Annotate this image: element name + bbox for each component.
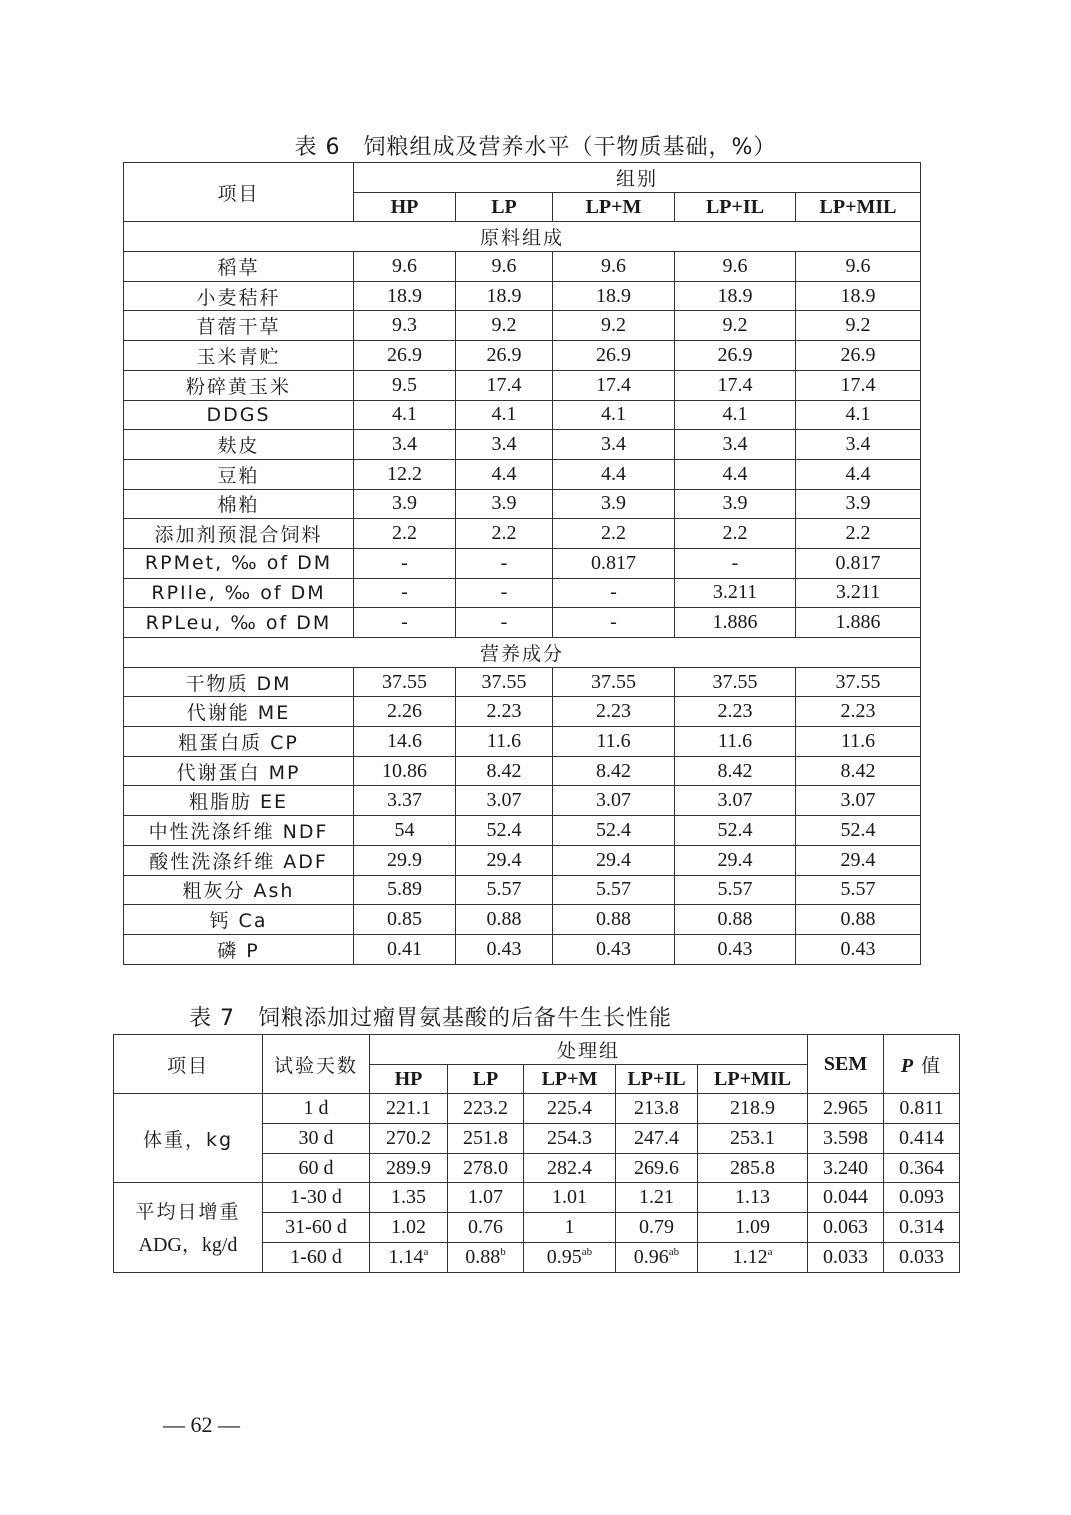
- value-cell: [698, 1242, 808, 1272]
- value-cell: 17.4: [796, 370, 921, 400]
- value-cell: 9.6: [675, 252, 796, 282]
- value-cell: 26.9: [675, 341, 796, 371]
- p-cell: 0.414: [884, 1124, 960, 1154]
- table-row: [124, 756, 921, 786]
- day-cell: 1 d: [263, 1094, 370, 1124]
- table-row: [124, 489, 921, 519]
- table-row: [124, 519, 921, 549]
- value-text: 0.95: [546, 1245, 582, 1268]
- t7-group-lpm: LP+M: [524, 1064, 616, 1094]
- value-cell: 26.9: [796, 341, 921, 371]
- t6-group-lpmil: LP+MIL: [796, 192, 921, 222]
- t6-nutrient-rows: [124, 667, 921, 964]
- value-cell: 5.89: [354, 875, 456, 905]
- table-row: [114, 1183, 960, 1213]
- row-label: 小麦秸秆: [124, 281, 354, 311]
- value-cell: 4.4: [675, 459, 796, 489]
- value-cell: 37.55: [796, 667, 921, 697]
- value-cell: 52.4: [456, 816, 553, 846]
- value-cell: 285.8: [698, 1153, 808, 1183]
- value-cell: 29.4: [456, 845, 553, 875]
- sem-cell: 3.598: [808, 1124, 884, 1154]
- t7-data-rows: [114, 1094, 960, 1272]
- table-row: [124, 934, 921, 964]
- row-label: 豆粕: [124, 459, 354, 489]
- t7-group-lp: LP: [448, 1064, 524, 1094]
- value-cell: 247.4: [616, 1124, 698, 1154]
- value-cell: 1.886: [675, 608, 796, 638]
- p-cell: 0.314: [884, 1213, 960, 1243]
- day-cell: 1-60 d: [263, 1242, 370, 1272]
- value-cell: 2.23: [675, 697, 796, 727]
- value-cell: 269.6: [616, 1153, 698, 1183]
- t7-group-lpil: LP+IL: [616, 1064, 698, 1094]
- value-cell: 9.2: [456, 311, 553, 341]
- table-row: [124, 786, 921, 816]
- value-cell: 1.35: [370, 1183, 448, 1213]
- value-cell: 52.4: [796, 816, 921, 846]
- t7-item-header: 项目: [114, 1035, 263, 1094]
- day-cell: 31-60 d: [263, 1213, 370, 1243]
- value-cell: 11.6: [796, 727, 921, 757]
- significance-letter: a: [767, 1245, 773, 1258]
- sem-cell: 0.063: [808, 1213, 884, 1243]
- value-cell: 3.9: [456, 489, 553, 519]
- row-label: 棉粕: [124, 489, 354, 519]
- value-cell: 17.4: [456, 370, 553, 400]
- value-cell: 29.4: [675, 845, 796, 875]
- row-label: 干物质 DM: [124, 667, 354, 697]
- t6-ingredient-rows: [124, 252, 921, 638]
- row-label: 粉碎黄玉米: [124, 370, 354, 400]
- value-cell: 0.85: [354, 905, 456, 935]
- t6-group-lp: LP: [456, 192, 553, 222]
- value-cell: 37.55: [675, 667, 796, 697]
- value-cell: -: [553, 578, 675, 608]
- value-cell: -: [456, 608, 553, 638]
- t7-treatment-header: 处理组: [370, 1035, 808, 1065]
- value-cell: 11.6: [456, 727, 553, 757]
- significance-letter: b: [500, 1245, 506, 1258]
- value-cell: 11.6: [675, 727, 796, 757]
- value-cell: 26.9: [354, 341, 456, 371]
- value-cell: 54: [354, 816, 456, 846]
- p-cell: 0.811: [884, 1094, 960, 1124]
- value-cell: [524, 1242, 616, 1272]
- table-row: [124, 459, 921, 489]
- value-cell: 0.43: [456, 934, 553, 964]
- p-cell: 0.364: [884, 1153, 960, 1183]
- value-cell: 3.211: [675, 578, 796, 608]
- row-label: 中性洗涤纤维 NDF: [124, 816, 354, 846]
- value-cell: 2.26: [354, 697, 456, 727]
- row-label: 代谢蛋白 MP: [124, 756, 354, 786]
- t7-sem-header: SEM: [808, 1035, 884, 1094]
- table-row: [124, 727, 921, 757]
- value-cell: 12.2: [354, 459, 456, 489]
- value-cell: 3.4: [675, 430, 796, 460]
- table-row: [124, 281, 921, 311]
- value-cell: 9.2: [675, 311, 796, 341]
- value-cell: 2.2: [675, 519, 796, 549]
- table-row: [124, 370, 921, 400]
- t7-days-header: 试验天数: [263, 1035, 370, 1094]
- value-cell: 4.1: [675, 400, 796, 430]
- table-row: [124, 548, 921, 578]
- value-cell: 0.88: [796, 905, 921, 935]
- row-label: 钙 Ca: [124, 905, 354, 935]
- value-cell: 9.6: [354, 252, 456, 282]
- value-cell: 4.1: [553, 400, 675, 430]
- value-cell: 37.55: [553, 667, 675, 697]
- value-cell: 0.43: [553, 934, 675, 964]
- growth-performance-table: [113, 1034, 960, 1273]
- p-cell: 0.093: [884, 1183, 960, 1213]
- value-cell: 218.9: [698, 1094, 808, 1124]
- value-cell: 253.1: [698, 1124, 808, 1154]
- value-cell: 3.4: [796, 430, 921, 460]
- value-cell: 18.9: [354, 281, 456, 311]
- sem-cell: 0.044: [808, 1183, 884, 1213]
- value-cell: 5.57: [553, 875, 675, 905]
- body-weight-label: 体重，kg: [114, 1094, 263, 1183]
- t7-group-lpmil: LP+MIL: [698, 1064, 808, 1094]
- value-cell: 18.9: [675, 281, 796, 311]
- value-cell: 2.2: [553, 519, 675, 549]
- value-text: 0.88: [465, 1245, 501, 1268]
- value-cell: 1.886: [796, 608, 921, 638]
- value-cell: 9.2: [553, 311, 675, 341]
- table-row: [114, 1094, 960, 1124]
- table6-caption: 表 6 饲粮组成及营养水平（干物质基础，%）: [294, 135, 777, 160]
- adg-label-line2: ADG，kg/d: [138, 1234, 238, 1257]
- value-cell: 17.4: [675, 370, 796, 400]
- table-row: [124, 252, 921, 282]
- table-row: [124, 400, 921, 430]
- value-cell: 9.6: [796, 252, 921, 282]
- value-cell: 14.6: [354, 727, 456, 757]
- table-row: [124, 875, 921, 905]
- value-cell: 0.43: [796, 934, 921, 964]
- value-cell: 223.2: [448, 1094, 524, 1124]
- row-label: 稻草: [124, 252, 354, 282]
- value-cell: -: [553, 608, 675, 638]
- value-cell: 0.817: [796, 548, 921, 578]
- row-label: 酸性洗涤纤维 ADF: [124, 845, 354, 875]
- value-cell: 0.88: [456, 905, 553, 935]
- value-cell: 0.88: [553, 905, 675, 935]
- value-cell: 2.2: [796, 519, 921, 549]
- value-cell: 1.01: [524, 1183, 616, 1213]
- value-cell: 1.21: [616, 1183, 698, 1213]
- value-cell: 37.55: [354, 667, 456, 697]
- table-row: [124, 608, 921, 638]
- sem-cell: 0.033: [808, 1242, 884, 1272]
- row-label: 磷 P: [124, 934, 354, 964]
- value-cell: 278.0: [448, 1153, 524, 1183]
- value-cell: 10.86: [354, 756, 456, 786]
- sem-cell: 3.240: [808, 1153, 884, 1183]
- value-cell: 2.23: [553, 697, 675, 727]
- t6-group-header: 组别: [354, 163, 921, 193]
- value-cell: 0.817: [553, 548, 675, 578]
- value-cell: [448, 1242, 524, 1272]
- value-text: 1.12: [732, 1245, 768, 1268]
- value-cell: 5.57: [456, 875, 553, 905]
- value-cell: 52.4: [553, 816, 675, 846]
- t7-group-hp: HP: [370, 1064, 448, 1094]
- page-number: — 62 —: [163, 1412, 240, 1437]
- value-cell: 221.1: [370, 1094, 448, 1124]
- value-cell: 11.6: [553, 727, 675, 757]
- significance-letter: ab: [668, 1245, 680, 1258]
- value-cell: 3.37: [354, 786, 456, 816]
- value-cell: 1.09: [698, 1213, 808, 1243]
- value-cell: 8.42: [553, 756, 675, 786]
- value-cell: 18.9: [553, 281, 675, 311]
- value-cell: 37.55: [456, 667, 553, 697]
- value-cell: 270.2: [370, 1124, 448, 1154]
- table-row: [124, 816, 921, 846]
- value-cell: 3.211: [796, 578, 921, 608]
- t7-p-header: P 值: [884, 1035, 960, 1094]
- value-text: 1.14: [388, 1245, 424, 1268]
- value-cell: 3.07: [456, 786, 553, 816]
- value-cell: 1.07: [448, 1183, 524, 1213]
- row-label: 添加剂预混合饲料: [124, 519, 354, 549]
- value-cell: -: [354, 548, 456, 578]
- value-cell: 9.2: [796, 311, 921, 341]
- diet-composition-table: [123, 162, 921, 965]
- value-cell: 225.4: [524, 1094, 616, 1124]
- value-cell: 29.9: [354, 845, 456, 875]
- table-row: [124, 697, 921, 727]
- table-row: [124, 341, 921, 371]
- day-cell: 60 d: [263, 1153, 370, 1183]
- t6-section-nutrients: 营养成分: [124, 638, 921, 668]
- row-label: RPMet, ‰ of DM: [124, 548, 354, 578]
- table-row: [124, 578, 921, 608]
- row-label: 代谢能 ME: [124, 697, 354, 727]
- value-cell: -: [456, 578, 553, 608]
- day-cell: 1-30 d: [263, 1183, 370, 1213]
- value-cell: 29.4: [553, 845, 675, 875]
- value-cell: [370, 1242, 448, 1272]
- value-cell: 0.76: [448, 1213, 524, 1243]
- table-row: [124, 667, 921, 697]
- value-cell: 5.57: [675, 875, 796, 905]
- value-cell: 3.4: [553, 430, 675, 460]
- day-cell: 30 d: [263, 1124, 370, 1154]
- value-cell: 0.79: [616, 1213, 698, 1243]
- value-cell: [616, 1242, 698, 1272]
- row-label: RPLeu, ‰ of DM: [124, 608, 354, 638]
- value-cell: 282.4: [524, 1153, 616, 1183]
- value-cell: 2.23: [796, 697, 921, 727]
- value-cell: 3.07: [675, 786, 796, 816]
- t6-section-ingredients: 原料组成: [124, 222, 921, 252]
- value-cell: 9.6: [456, 252, 553, 282]
- row-label: 玉米青贮: [124, 341, 354, 371]
- value-cell: -: [456, 548, 553, 578]
- p-cell: 0.033: [884, 1242, 960, 1272]
- value-cell: 9.5: [354, 370, 456, 400]
- row-label: 粗脂肪 EE: [124, 786, 354, 816]
- table-row: [124, 905, 921, 935]
- table-row: [124, 430, 921, 460]
- value-cell: 4.4: [553, 459, 675, 489]
- value-cell: 3.9: [675, 489, 796, 519]
- table7-caption: 表 7 饲粮添加过瘤胃氨基酸的后备牛生长性能: [189, 1006, 672, 1031]
- value-cell: 2.2: [456, 519, 553, 549]
- adg-label: [114, 1183, 263, 1272]
- value-cell: 3.4: [456, 430, 553, 460]
- t6-group-lpm: LP+M: [553, 192, 675, 222]
- value-cell: 5.57: [796, 875, 921, 905]
- value-cell: 213.8: [616, 1094, 698, 1124]
- t6-group-lpil: LP+IL: [675, 192, 796, 222]
- value-cell: 1: [524, 1213, 616, 1243]
- adg-label-line1: 平均日增重: [135, 1201, 241, 1224]
- t6-group-hp: HP: [354, 192, 456, 222]
- value-cell: 52.4: [675, 816, 796, 846]
- value-cell: 0.88: [675, 905, 796, 935]
- row-label: 麸皮: [124, 430, 354, 460]
- value-cell: 1.02: [370, 1213, 448, 1243]
- row-label: 苜蓿干草: [124, 311, 354, 341]
- row-label: DDGS: [124, 400, 354, 430]
- value-cell: 8.42: [796, 756, 921, 786]
- value-cell: -: [675, 548, 796, 578]
- value-cell: 254.3: [524, 1124, 616, 1154]
- significance-letter: a: [423, 1245, 429, 1258]
- value-cell: 17.4: [553, 370, 675, 400]
- value-text: 0.96: [633, 1245, 669, 1268]
- table-row: [124, 311, 921, 341]
- value-cell: 2.2: [354, 519, 456, 549]
- row-label: 粗蛋白质 CP: [124, 727, 354, 757]
- significance-letter: ab: [581, 1245, 593, 1258]
- value-cell: 1.13: [698, 1183, 808, 1213]
- value-cell: 0.43: [675, 934, 796, 964]
- value-cell: 3.4: [354, 430, 456, 460]
- value-cell: 26.9: [553, 341, 675, 371]
- value-cell: 4.1: [796, 400, 921, 430]
- value-cell: 8.42: [675, 756, 796, 786]
- value-cell: 9.3: [354, 311, 456, 341]
- value-cell: 289.9: [370, 1153, 448, 1183]
- value-cell: 8.42: [456, 756, 553, 786]
- value-cell: 26.9: [456, 341, 553, 371]
- value-cell: 4.1: [456, 400, 553, 430]
- value-cell: 18.9: [456, 281, 553, 311]
- row-label: RPIle, ‰ of DM: [124, 578, 354, 608]
- row-label: 粗灰分 Ash: [124, 875, 354, 905]
- value-cell: 18.9: [796, 281, 921, 311]
- value-cell: 3.9: [553, 489, 675, 519]
- value-cell: 3.07: [553, 786, 675, 816]
- value-cell: 3.9: [354, 489, 456, 519]
- value-cell: 4.4: [796, 459, 921, 489]
- value-cell: -: [354, 608, 456, 638]
- value-cell: 4.1: [354, 400, 456, 430]
- table-row: [124, 845, 921, 875]
- sem-cell: 2.965: [808, 1094, 884, 1124]
- value-cell: 29.4: [796, 845, 921, 875]
- value-cell: 2.23: [456, 697, 553, 727]
- t6-item-header: 项目: [124, 163, 354, 222]
- value-cell: 251.8: [448, 1124, 524, 1154]
- value-cell: 3.07: [796, 786, 921, 816]
- value-cell: 9.6: [553, 252, 675, 282]
- value-cell: 0.41: [354, 934, 456, 964]
- value-cell: 3.9: [796, 489, 921, 519]
- value-cell: 4.4: [456, 459, 553, 489]
- value-cell: -: [354, 578, 456, 608]
